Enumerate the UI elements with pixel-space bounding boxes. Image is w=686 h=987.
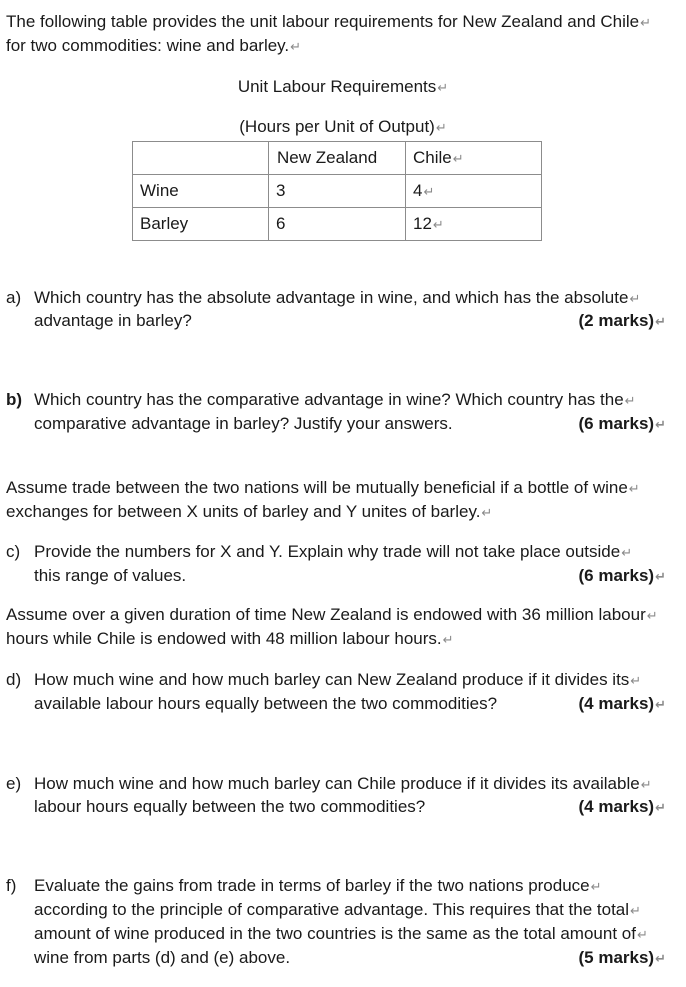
table-row <box>133 175 542 208</box>
paragraph-mark-icon: ↵ <box>640 777 652 792</box>
assumption-2-line-1: Assume over a given duration of time New Zealand is endowed with 36 million labour↵ <box>6 605 658 624</box>
question-c-line-2: this range of values. <box>34 566 187 585</box>
paragraph-mark-icon: ↵ <box>655 417 666 432</box>
question-text: Evaluate the gains from trade in terms of barley if the two nations produce↵ <box>34 876 602 895</box>
question-letter: f) <box>6 876 17 895</box>
intro-line-2: for two commodities: wine and barley.↵ <box>6 36 302 55</box>
marks-label: (6 marks)↵ <box>578 414 666 433</box>
paragraph-mark-icon: ↵ <box>636 927 648 942</box>
paragraph-mark-icon: ↵ <box>628 481 640 496</box>
paragraph-mark-icon: ↵ <box>655 569 666 584</box>
question-b-line-2: comparative advantage in barley? Justify your answers. <box>34 414 453 433</box>
row-label-barley: Barley <box>133 208 269 241</box>
paragraph-mark-icon: ↵ <box>630 903 641 918</box>
paragraph-mark-icon: ↵ <box>621 545 633 560</box>
header-cell-empty <box>133 142 269 175</box>
question-text: How much wine and how much barley can New Zealand produce if it divides its↵ <box>34 670 642 689</box>
marks-label: (6 marks)↵ <box>578 566 666 585</box>
question-text: How much wine and how much barley can Chile produce if it divides its available↵ <box>34 774 652 793</box>
table-header-row <box>133 142 542 175</box>
question-letter: d) <box>6 670 22 689</box>
paragraph-mark-icon: ↵ <box>624 393 636 408</box>
question-f-line-3: amount of wine produced in the two countries is the same as the total amount of↵ <box>34 924 648 943</box>
table-subtitle: (Hours per Unit of Output)↵ <box>239 117 447 136</box>
assumption-1-line-2: exchanges for between X units of barley and Y unites of barley.↵ <box>6 502 493 521</box>
table-row <box>133 208 542 241</box>
marks-label: (2 marks)↵ <box>578 311 666 330</box>
paragraph-mark-icon: ↵ <box>655 800 666 815</box>
question-text: Provide the numbers for X and Y. Explain why trade will not take place outside↵ <box>34 542 633 561</box>
paragraph-mark-icon: ↵ <box>435 120 447 135</box>
question-f-line-2: according to the principle of comparative advantage. This requires that the total↵ <box>34 900 641 919</box>
assumption-2-line-2: hours while Chile is endowed with 48 million labour hours.↵ <box>6 629 454 648</box>
paragraph-mark-icon: ↵ <box>629 291 641 306</box>
question-letter: c) <box>6 542 21 561</box>
cell-chile-wine: 4↵ <box>406 175 542 208</box>
header-cell-new-zealand: New Zealand <box>269 142 406 175</box>
cell-nz-barley: 6 <box>269 208 406 241</box>
paragraph-mark-icon: ↵ <box>655 697 666 712</box>
paragraph-mark-icon: ↵ <box>655 314 666 329</box>
table-title: Unit Labour Requirements↵ <box>237 77 449 96</box>
question-f-line-4: wine from parts (d) and (e) above. <box>34 948 291 967</box>
assumption-1-line-1: Assume trade between the two nations will be mutually beneficial if a bottle of wine↵ <box>6 478 640 497</box>
paragraph-mark-icon: ↵ <box>630 673 642 688</box>
paragraph-mark-icon: ↵ <box>437 80 449 95</box>
intro-line-1: The following table provides the unit labour requirements for New Zealand and Chile↵ <box>6 12 652 31</box>
paragraph-mark-icon: ↵ <box>590 879 602 894</box>
row-label-wine: Wine <box>133 175 269 208</box>
question-letter: a) <box>6 288 22 307</box>
header-cell-chile: Chile↵ <box>406 142 542 175</box>
paragraph-mark-icon: ↵ <box>640 15 652 30</box>
question-a-line-2: advantage in barley? <box>34 311 192 330</box>
cell-chile-barley: 12↵ <box>406 208 542 241</box>
marks-label: (5 marks)↵ <box>578 948 666 967</box>
paragraph-mark-icon: ↵ <box>432 217 444 232</box>
question-text: Which country has the absolute advantage in wine, and which has the absolute↵ <box>34 288 641 307</box>
paragraph-mark-icon: ↵ <box>442 632 454 647</box>
paragraph-mark-icon: ↵ <box>646 608 658 623</box>
paragraph-mark-icon: ↵ <box>481 505 493 520</box>
paragraph-mark-icon: ↵ <box>423 184 435 199</box>
question-d-line-2: available labour hours equally between the two commodities? <box>34 694 498 713</box>
paragraph-mark-icon: ↵ <box>452 151 464 166</box>
question-text: Which country has the comparative advantage in wine? Which country has the↵ <box>34 390 636 409</box>
cell-nz-wine: 3 <box>269 175 406 208</box>
labour-requirements-table <box>132 141 542 241</box>
question-e-line-2: labour hours equally between the two commodities? <box>34 797 426 816</box>
marks-label: (4 marks)↵ <box>578 694 666 713</box>
paragraph-mark-icon: ↵ <box>655 951 666 966</box>
paragraph-mark-icon: ↵ <box>290 39 302 54</box>
marks-label: (4 marks)↵ <box>578 797 666 816</box>
question-letter: b) <box>6 390 23 409</box>
question-letter: e) <box>6 774 22 793</box>
